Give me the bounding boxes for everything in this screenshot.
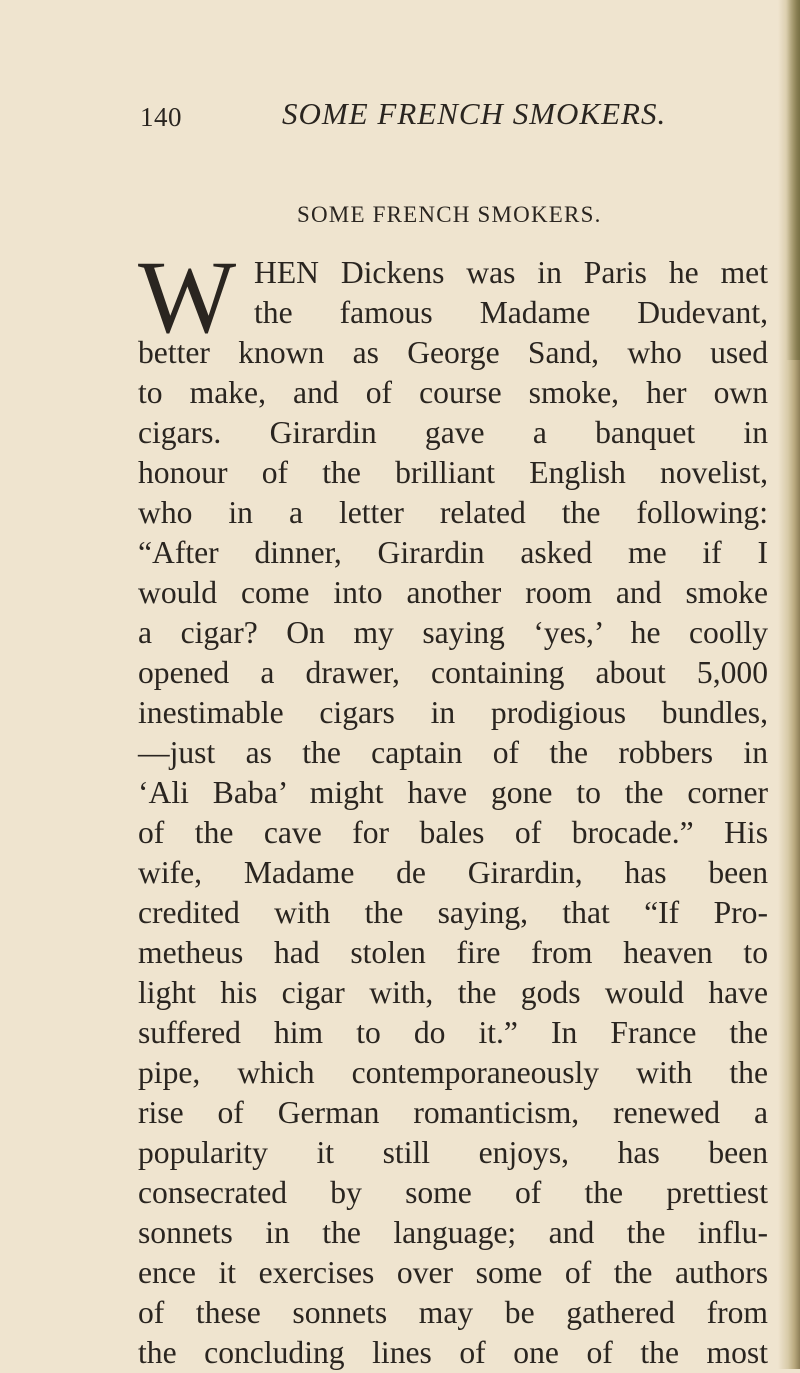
text-line: credited with the saying, that “If Pro- [138, 895, 768, 930]
text-line: inestimable cigars in prodigious bundles, [138, 695, 768, 730]
text-line: cigars. Girardin gave a banquet in [138, 415, 768, 450]
running-title: SOME FRENCH SMOKERS. [282, 96, 667, 131]
drop-cap: W [138, 240, 237, 355]
text-line: ence it exercises over some of the authors [138, 1255, 768, 1290]
text-line: light his cigar with, the gods would have [138, 975, 768, 1010]
page-number: 140 [140, 102, 182, 132]
text-line: the famous Madame Dudevant, [254, 295, 768, 330]
text-line: rise of German romanticism, renewed a [138, 1095, 768, 1130]
text-line: “After dinner, Girardin asked me if I [138, 535, 768, 570]
chapter-title: SOME FRENCH SMOKERS. [297, 202, 602, 227]
text-line: to make, and of course smoke, her own [138, 375, 768, 410]
text-line: consecrated by some of the prettiest [138, 1175, 768, 1210]
text-line: of the cave for bales of brocade.” His [138, 815, 768, 850]
text-line: pipe, which contemporaneously with the [138, 1055, 768, 1090]
text-line: —just as the captain of the robbers in [138, 735, 768, 770]
text-line: the concluding lines of one of the most [138, 1335, 768, 1370]
text-line: popularity it still enjoys, has been [138, 1135, 768, 1170]
text-line: sonnets in the language; and the influ- [138, 1215, 768, 1250]
text-line: honour of the brilliant English novelist, [138, 455, 768, 490]
text-line: ‘Ali Baba’ might have gone to the corner [138, 775, 768, 810]
text-line: opened a drawer, containing about 5,000 [138, 655, 768, 690]
page-edge-stain [786, 0, 800, 360]
text-line: metheus had stolen fire from heaven to [138, 935, 768, 970]
text-line: better known as George Sand, who used [138, 335, 768, 370]
text-line: a cigar? On my saying ‘yes,’ he coolly [138, 615, 768, 650]
text-line: wife, Madame de Girardin, has been [138, 855, 768, 890]
text-line: would come into another room and smoke [138, 575, 768, 610]
text-line: HEN Dickens was in Paris he met [254, 255, 768, 290]
text-line: of these sonnets may be gathered from [138, 1295, 768, 1330]
running-header [0, 96, 780, 136]
text-line: suffered him to do it.” In France the [138, 1015, 768, 1050]
body-text [138, 240, 768, 1373]
text-line: who in a letter related the following: [138, 495, 768, 530]
